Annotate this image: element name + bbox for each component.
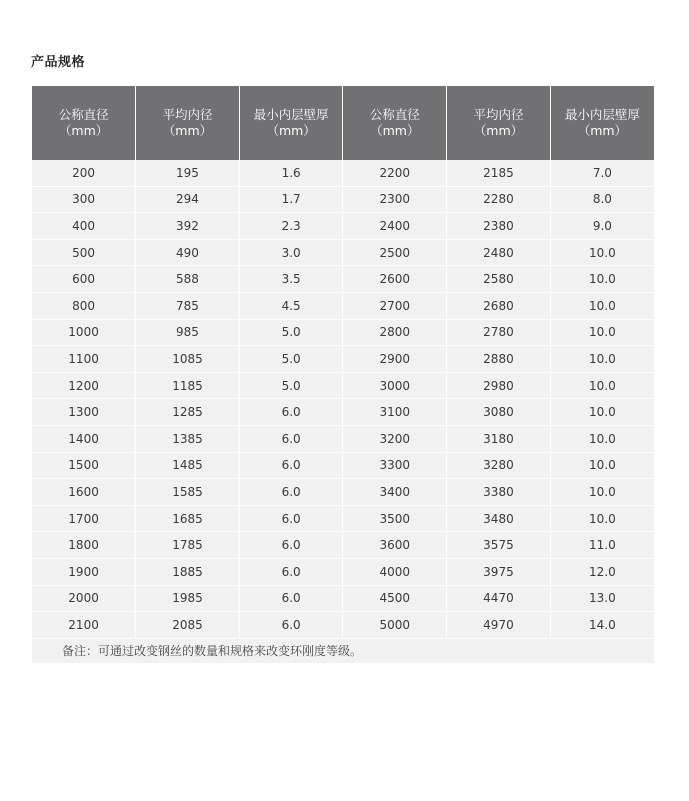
table-cell: 1185 — [136, 372, 240, 399]
table-cell: 300 — [32, 186, 136, 213]
header-row — [32, 86, 654, 160]
header-unit: （mm） — [162, 123, 213, 138]
table-cell: 7.0 — [550, 160, 654, 186]
table-cell: 1385 — [136, 425, 240, 452]
table-cell: 1885 — [136, 558, 240, 585]
header-label: 平均内径 — [162, 107, 213, 122]
table-cell: 6.0 — [239, 585, 343, 612]
table-cell: 588 — [136, 266, 240, 293]
table-header — [32, 86, 654, 160]
table-cell: 5.0 — [239, 346, 343, 373]
table-cell: 500 — [32, 239, 136, 266]
table-cell: 13.0 — [550, 585, 654, 612]
table-cell: 3380 — [447, 479, 551, 506]
table-cell: 6.0 — [239, 425, 343, 452]
table-cell: 3080 — [447, 399, 551, 426]
table-cell: 2280 — [447, 186, 551, 213]
table-cell: 6.0 — [239, 532, 343, 559]
table-row — [32, 372, 654, 399]
table-cell: 2300 — [343, 186, 447, 213]
header-unit: （mm） — [266, 123, 316, 138]
header-label: 最小内层壁厚 — [564, 107, 640, 122]
table-cell: 6.0 — [239, 399, 343, 426]
header-unit: （mm） — [577, 123, 628, 138]
table-cell: 1200 — [32, 372, 136, 399]
header-label: 平均内径 — [473, 107, 524, 122]
table-cell: 6.0 — [239, 505, 343, 532]
table-cell: 3.5 — [239, 266, 343, 293]
table-cell: 294 — [136, 186, 240, 213]
table-row — [32, 532, 654, 559]
table-cell: 1.7 — [239, 186, 343, 213]
table-cell: 1985 — [136, 585, 240, 612]
table-cell: 10.0 — [550, 266, 654, 293]
table-cell: 3575 — [447, 532, 551, 559]
table-cell: 6.0 — [239, 612, 343, 639]
table-row — [32, 558, 654, 585]
table-note: 备注：可通过改变钢丝的数量和规格来改变环刚度等级。 — [32, 638, 654, 663]
table-cell: 12.0 — [550, 558, 654, 585]
table-cell: 3.0 — [239, 239, 343, 266]
table-cell: 1085 — [136, 346, 240, 373]
table-cell: 2400 — [343, 213, 447, 240]
table-cell: 2380 — [447, 213, 551, 240]
table-cell: 5000 — [343, 612, 447, 639]
table-cell: 2500 — [343, 239, 447, 266]
table-cell: 2580 — [447, 266, 551, 293]
table-cell: 3300 — [343, 452, 447, 479]
table-cell: 3500 — [343, 505, 447, 532]
table-cell: 1600 — [32, 479, 136, 506]
table-cell: 10.0 — [550, 452, 654, 479]
table-cell: 1685 — [136, 505, 240, 532]
table-row — [32, 505, 654, 532]
table-cell: 2200 — [343, 160, 447, 186]
table-cell: 1000 — [32, 319, 136, 346]
table-cell: 3000 — [343, 372, 447, 399]
header-unit: （mm） — [473, 123, 524, 138]
table-cell: 2880 — [447, 346, 551, 373]
table-cell: 1500 — [32, 452, 136, 479]
table-cell: 1485 — [136, 452, 240, 479]
header-nominal-diameter — [343, 86, 447, 160]
table-cell: 400 — [32, 213, 136, 240]
table-cell: 1900 — [32, 558, 136, 585]
table-cell: 4470 — [447, 585, 551, 612]
table-cell: 10.0 — [550, 399, 654, 426]
table-cell: 8.0 — [550, 186, 654, 213]
table-cell: 1300 — [32, 399, 136, 426]
table-row — [32, 186, 654, 213]
table-cell: 10.0 — [550, 479, 654, 506]
table-row — [32, 160, 654, 186]
header-average-inner-diameter — [447, 86, 551, 160]
header-unit: （mm） — [370, 123, 420, 138]
header-nominal-diameter — [32, 86, 136, 160]
header-unit: （mm） — [58, 123, 109, 138]
table-cell: 3280 — [447, 452, 551, 479]
table-cell: 3600 — [343, 532, 447, 559]
table-cell: 3975 — [447, 558, 551, 585]
table-cell: 490 — [136, 239, 240, 266]
header-average-inner-diameter — [136, 86, 240, 160]
table-cell: 2480 — [447, 239, 551, 266]
table-row — [32, 452, 654, 479]
table-row — [32, 213, 654, 240]
table-cell: 14.0 — [550, 612, 654, 639]
header-min-inner-wall-thickness — [239, 86, 343, 160]
page-title: 产品规格 — [31, 55, 86, 70]
table-cell: 2100 — [32, 612, 136, 639]
table-row — [32, 425, 654, 452]
table-row — [32, 239, 654, 266]
table-row — [32, 399, 654, 426]
table-cell: 195 — [136, 160, 240, 186]
note-row — [32, 638, 654, 663]
table-cell: 5.0 — [239, 319, 343, 346]
table-cell: 6.0 — [239, 452, 343, 479]
table-cell: 5.0 — [239, 372, 343, 399]
table-cell: 3200 — [343, 425, 447, 452]
table-cell: 3480 — [447, 505, 551, 532]
table-cell: 3400 — [343, 479, 447, 506]
table-cell: 6.0 — [239, 558, 343, 585]
table-cell: 1285 — [136, 399, 240, 426]
table-cell: 785 — [136, 292, 240, 319]
table-row — [32, 612, 654, 639]
header-label: 最小内层壁厚 — [253, 107, 329, 122]
table-cell: 10.0 — [550, 372, 654, 399]
table-cell: 3100 — [343, 399, 447, 426]
table-cell: 2780 — [447, 319, 551, 346]
table-row — [32, 319, 654, 346]
table-row — [32, 479, 654, 506]
table-cell: 2000 — [32, 585, 136, 612]
table-body — [32, 160, 654, 663]
table-cell: 1100 — [32, 346, 136, 373]
spec-table — [32, 86, 654, 664]
table-cell: 2900 — [343, 346, 447, 373]
table-cell: 200 — [32, 160, 136, 186]
table-cell: 11.0 — [550, 532, 654, 559]
table-cell: 10.0 — [550, 425, 654, 452]
header-label: 公称直径 — [369, 107, 420, 122]
header-label: 公称直径 — [58, 107, 109, 122]
table-cell: 1400 — [32, 425, 136, 452]
table-cell: 2800 — [343, 319, 447, 346]
table-cell: 392 — [136, 213, 240, 240]
table-row — [32, 292, 654, 319]
table-cell: 4970 — [447, 612, 551, 639]
table-cell: 10.0 — [550, 346, 654, 373]
table-cell: 2680 — [447, 292, 551, 319]
table-cell: 2980 — [447, 372, 551, 399]
table-cell: 600 — [32, 266, 136, 293]
table-cell: 800 — [32, 292, 136, 319]
table-cell: 2600 — [343, 266, 447, 293]
table-cell: 1585 — [136, 479, 240, 506]
header-min-inner-wall-thickness — [550, 86, 654, 160]
table-cell: 10.0 — [550, 319, 654, 346]
table-cell: 1800 — [32, 532, 136, 559]
table-cell: 2085 — [136, 612, 240, 639]
table-cell: 2185 — [447, 160, 551, 186]
table-cell: 4000 — [343, 558, 447, 585]
table-cell: 4500 — [343, 585, 447, 612]
table-cell: 3180 — [447, 425, 551, 452]
table-row — [32, 585, 654, 612]
table-row — [32, 346, 654, 373]
table-cell: 10.0 — [550, 239, 654, 266]
table-cell: 4.5 — [239, 292, 343, 319]
table-cell: 2.3 — [239, 213, 343, 240]
table-cell: 10.0 — [550, 505, 654, 532]
table-cell: 10.0 — [550, 292, 654, 319]
table-cell: 2700 — [343, 292, 447, 319]
table-cell: 9.0 — [550, 213, 654, 240]
table-cell: 985 — [136, 319, 240, 346]
table-row — [32, 266, 654, 293]
table-cell: 1700 — [32, 505, 136, 532]
table-cell: 1785 — [136, 532, 240, 559]
table-cell: 1.6 — [239, 160, 343, 186]
table-cell: 6.0 — [239, 479, 343, 506]
